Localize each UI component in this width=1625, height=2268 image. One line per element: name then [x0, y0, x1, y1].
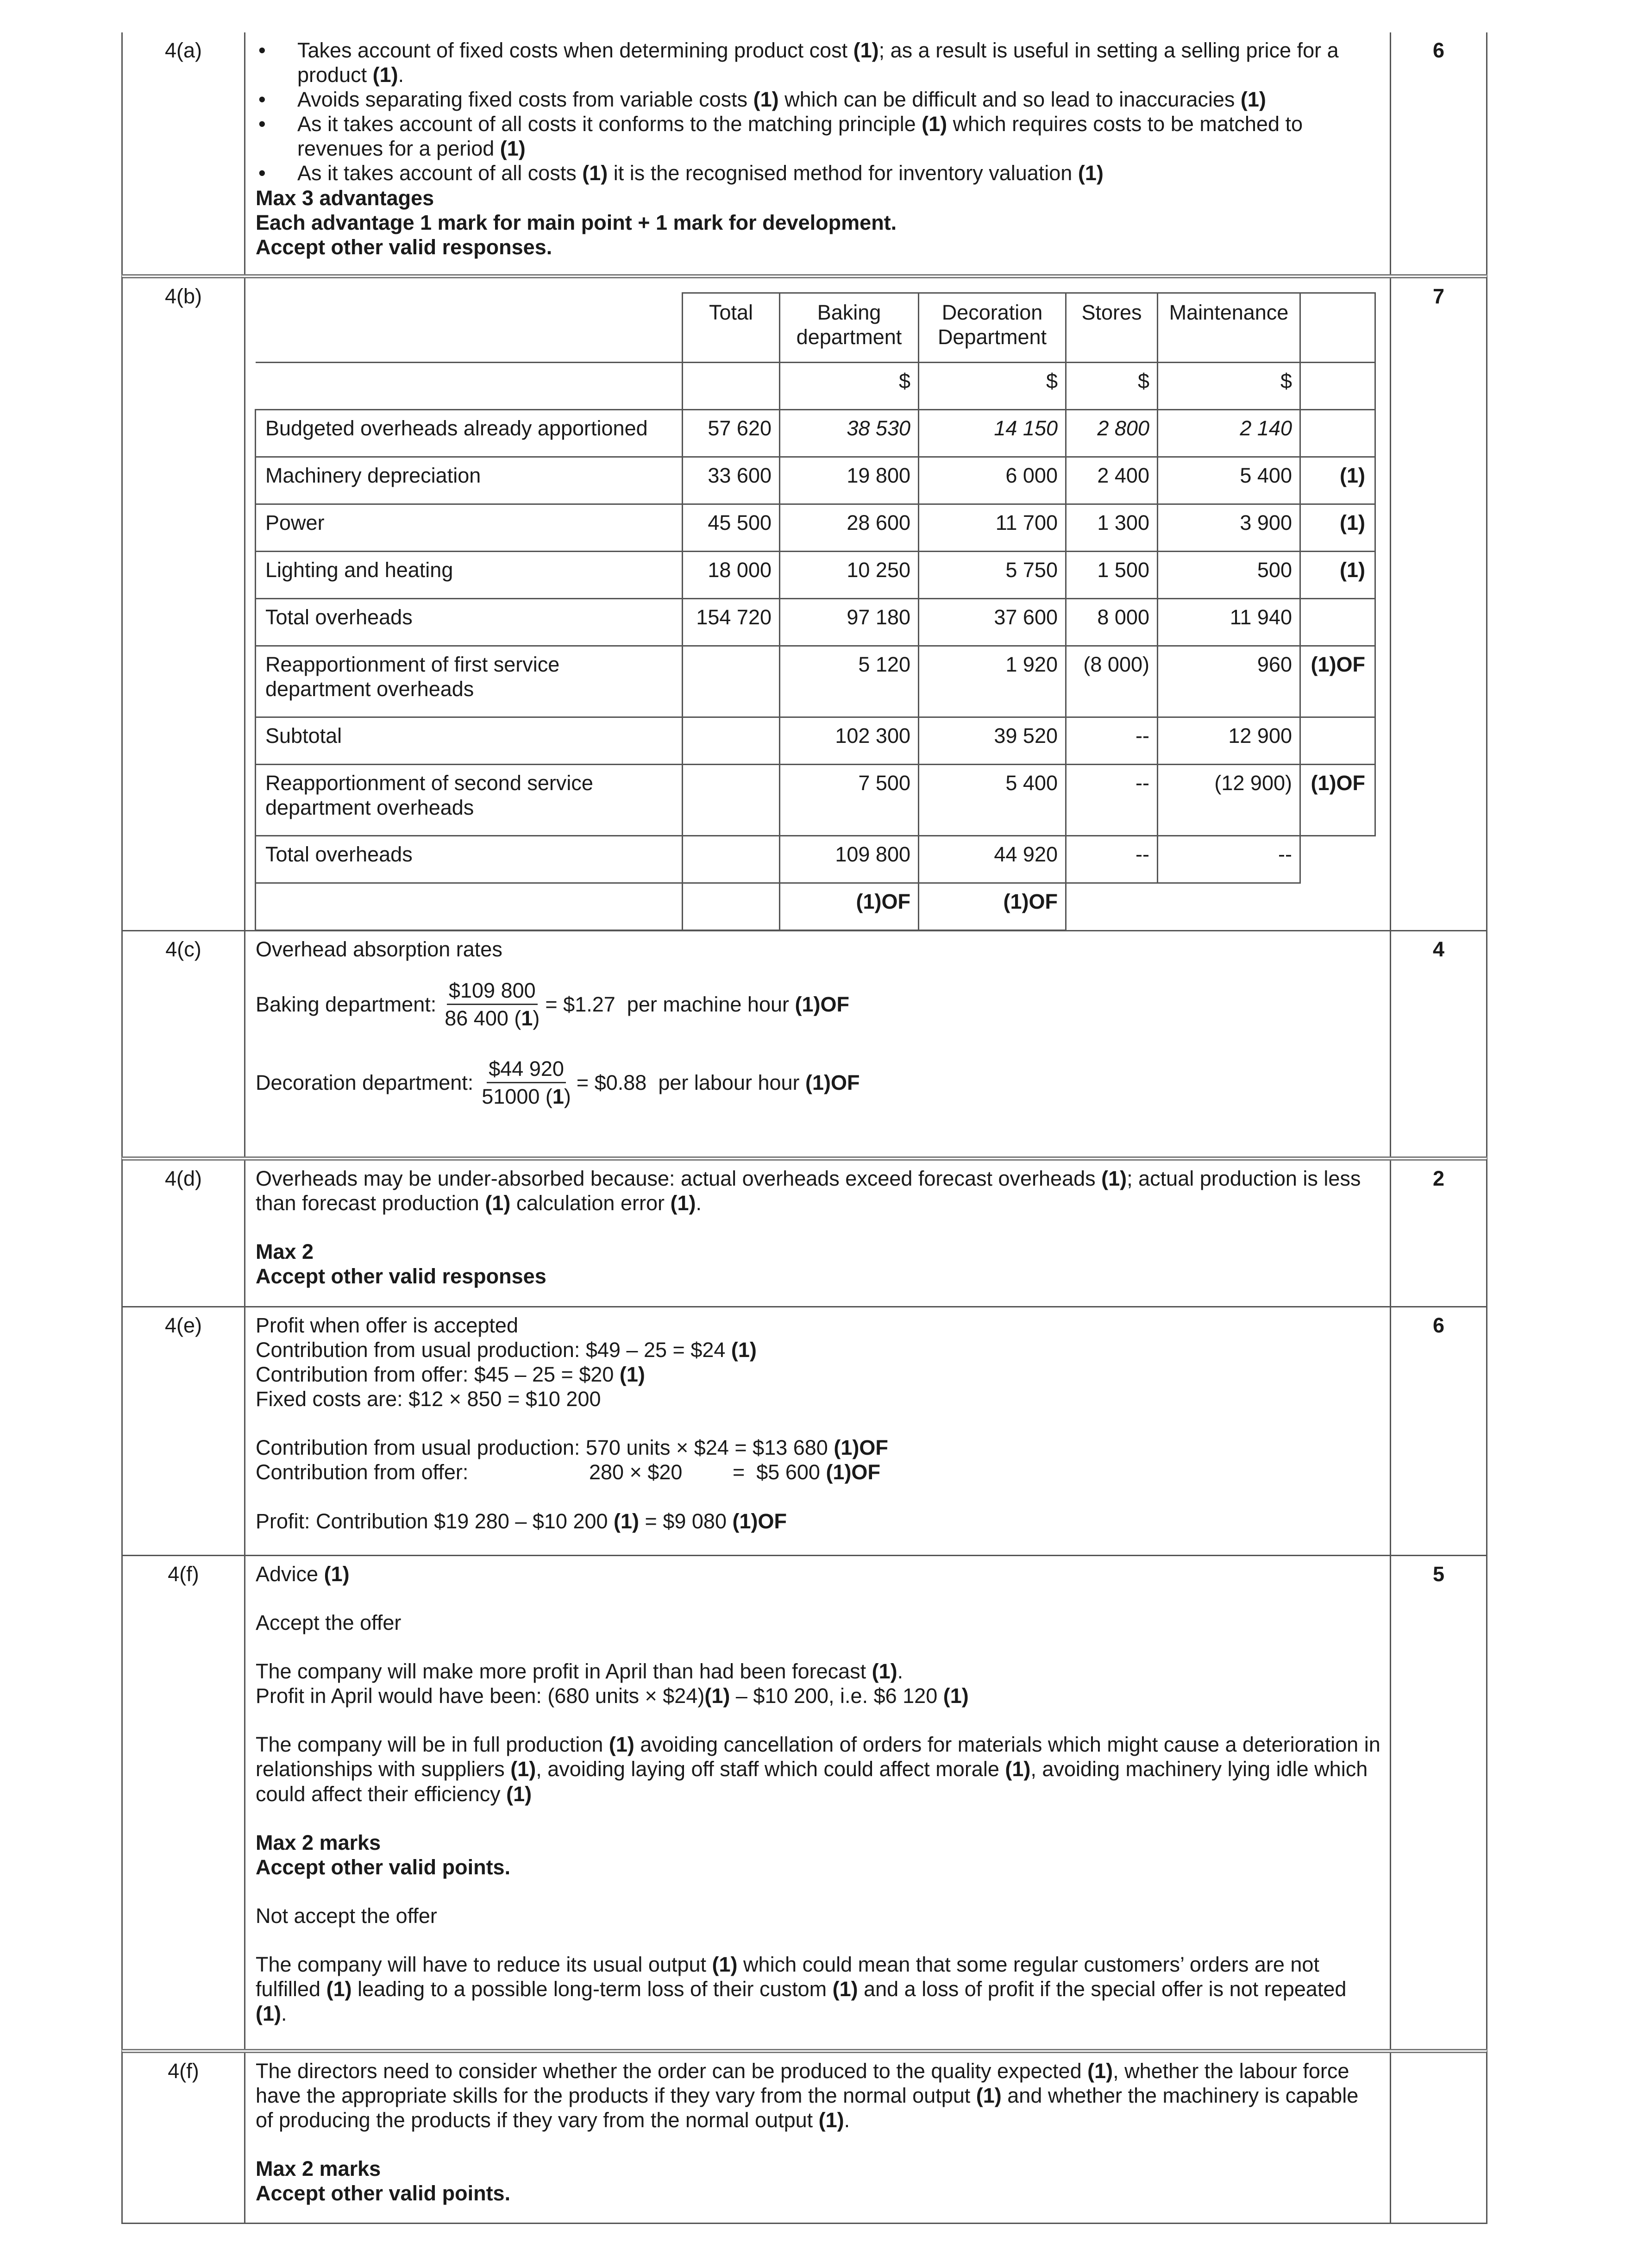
answer-text: The directors need to consider whether the order can be produced to the quality expected (1), whether the labour force have the appropriate skills for the products if they vary from the normal output (1) and whether the machinery is capable of producing the products if they vary from the normal output (1).	[256, 2059, 1359, 2132]
answer-cell	[245, 1556, 1391, 2049]
marks-value: 6	[1432, 1313, 1445, 1337]
denominator: 51000 (1)	[482, 1085, 571, 1109]
table-cell: 1 500	[1066, 552, 1158, 599]
table-cell: --	[1066, 836, 1158, 883]
column-header: Decoration Department	[919, 293, 1066, 363]
formula-label: Baking department:	[256, 993, 437, 1017]
question-label: 4(b)	[123, 278, 245, 930]
bullet-item: • Takes account of fixed costs when determining product cost (1); as a result is useful in setting a selling price for a product (1).	[256, 38, 1380, 87]
row-label: Power	[256, 504, 683, 552]
table-cell: 500	[1158, 552, 1300, 599]
table-cell: 8 000	[1066, 599, 1158, 646]
marks-value	[1391, 2053, 1486, 2223]
table-cell: 44 920	[919, 836, 1066, 883]
table-cell: 154 720	[683, 599, 780, 646]
table-cell: 39 520	[919, 717, 1066, 765]
answer-line: Contribution from offer: $45 – 25 = $20 (1)	[256, 1363, 645, 1387]
fraction	[480, 1056, 573, 1109]
table-cell: 11 940	[1158, 599, 1300, 646]
answer-cell	[245, 2053, 1391, 2223]
question-label: 4(f)	[123, 2053, 245, 2223]
answer-line: Profit: Contribution $19 280 – $10 200 (1) = $9 080 (1)OF	[256, 1509, 787, 1533]
column-header: Total	[683, 293, 780, 363]
table-cell: 7 500	[780, 765, 919, 836]
marks-value: 6	[1432, 38, 1445, 62]
answer-line: Advice (1)	[256, 1562, 350, 1586]
row-mark	[1300, 410, 1375, 457]
answer-line: Profit in April would have been: (680 units × $24)(1) – $10 200, i.e. $6 120 (1)	[256, 1684, 969, 1708]
table-cell: 97 180	[780, 599, 919, 646]
bullet-item: • As it takes account of all costs (1) it is the recognised method for inventory valuation (1)	[256, 161, 1380, 185]
table-cell: 28 600	[780, 504, 919, 552]
question-label: 4(e)	[123, 1307, 245, 1555]
row-mark	[1300, 599, 1375, 646]
marks-value: 2	[1432, 1167, 1445, 1190]
baking-rate-formula	[256, 978, 1380, 1030]
table-cell: 5 400	[1158, 457, 1300, 504]
question-row-4c	[121, 930, 1487, 1156]
mark: (1)OF	[795, 993, 849, 1017]
row-label: Total overheads	[256, 836, 683, 883]
numerator: $109 800	[447, 978, 538, 1005]
table-cell: 2 140	[1158, 410, 1300, 457]
table-cell: 45 500	[683, 504, 780, 552]
formula-label: Decoration department:	[256, 1071, 474, 1095]
row-label: Subtotal	[256, 717, 683, 765]
marks-value: 4	[1432, 937, 1445, 961]
bullet-item: • As it takes account of all costs it conforms to the matching principle (1) which requires costs to be matched to revenues for a period (1)	[256, 112, 1380, 161]
table-cell: --	[1066, 717, 1158, 765]
row-mark: (1)OF	[1300, 765, 1375, 836]
bullet-item: • Avoids separating fixed costs from variable costs (1) which can be difficult and so lead to inaccuracies (1)	[256, 87, 1380, 112]
currency-label: $	[1066, 363, 1158, 410]
table-cell: 109 800	[780, 836, 919, 883]
table-cell: 5 120	[780, 646, 919, 717]
table-row	[256, 504, 1375, 552]
marks-value: 7	[1432, 284, 1445, 308]
row-mark: (1)	[1300, 504, 1375, 552]
row-label: Machinery depreciation	[256, 457, 683, 504]
table-cell: 57 620	[683, 410, 780, 457]
section-heading: Accept the offer	[256, 1611, 402, 1635]
overhead-apportionment-table	[255, 292, 1376, 931]
row-label: Lighting and heating	[256, 552, 683, 599]
marking-note: Max 2 marks	[256, 1830, 381, 1854]
table-cell	[683, 836, 780, 883]
table-cell: 5 750	[919, 552, 1066, 599]
row-mark: (1)OF	[1300, 646, 1375, 717]
question-label: 4(c)	[123, 931, 245, 1156]
answer-cell	[245, 278, 1391, 930]
marking-note: Max 2	[256, 1240, 314, 1264]
currency-label: $	[919, 363, 1066, 410]
table-cell: 37 600	[919, 599, 1066, 646]
table-row	[256, 646, 1375, 717]
table-row	[256, 717, 1375, 765]
question-row-4f	[121, 1555, 1487, 2049]
table-cell: --	[1158, 836, 1300, 883]
question-label: 4(f)	[123, 1556, 245, 2049]
answer-text: Overheads may be under-absorbed because: actual overheads exceed forecast overheads (1); actual production is less than forecast production (1) calculation error (1).	[256, 1167, 1361, 1215]
table-cell: 102 300	[780, 717, 919, 765]
question-label: 4(a)	[123, 32, 245, 274]
answer-line: Contribution from usual production: 570 units × $24 = $13 680 (1)OF	[256, 1436, 888, 1460]
mark: (1)OF	[805, 1071, 860, 1095]
table-cell: 3 900	[1158, 504, 1300, 552]
marking-note: Accept other valid responses	[256, 1264, 546, 1288]
table-cell: 33 600	[683, 457, 780, 504]
question-label: 4(d)	[123, 1161, 245, 1306]
row-mark: (1)	[1300, 457, 1375, 504]
table-cell: 1 300	[1066, 504, 1158, 552]
answer-line: Contribution from offer: 280 × $20 = $5 600 (1)OF	[256, 1460, 880, 1484]
formula-result: = $1.27 per machine hour	[545, 993, 795, 1017]
table-row	[256, 410, 1375, 457]
answer-line: Fixed costs are: $12 × 850 = $10 200	[256, 1387, 601, 1411]
column-header: Maintenance	[1158, 293, 1300, 363]
mark-scheme-page	[121, 32, 1487, 2224]
table-cell	[683, 717, 780, 765]
section-heading: Overhead absorption rates	[256, 937, 502, 961]
advantages-list	[256, 38, 1380, 186]
answer-cell	[245, 1161, 1391, 1306]
answer-cell	[245, 32, 1391, 274]
column-mark: (1)OF	[780, 883, 919, 930]
answer-line: Profit when offer is accepted	[256, 1313, 518, 1337]
table-cell: 38 530	[780, 410, 919, 457]
table-cell: (12 900)	[1158, 765, 1300, 836]
table-cell: 10 250	[780, 552, 919, 599]
table-cell: 2 800	[1066, 410, 1158, 457]
marking-note: Max 2 marks	[256, 2157, 381, 2181]
marking-note: Accept other valid points.	[256, 2181, 511, 2205]
table-row	[256, 765, 1375, 836]
table-cell: 14 150	[919, 410, 1066, 457]
table-cell: 6 000	[919, 457, 1066, 504]
row-mark: (1)	[1300, 552, 1375, 599]
table-row	[256, 599, 1375, 646]
numerator: $44 920	[487, 1056, 566, 1083]
table-row	[256, 457, 1375, 504]
fraction	[443, 978, 541, 1030]
answer-cell	[245, 931, 1391, 1156]
table-cell	[683, 646, 780, 717]
table-row	[256, 883, 1375, 930]
table-cell: 11 700	[919, 504, 1066, 552]
table-cell: 5 400	[919, 765, 1066, 836]
marks-value: 5	[1432, 1562, 1445, 1586]
table-cell: 18 000	[683, 552, 780, 599]
answer-line: Contribution from usual production: $49 – 25 = $24 (1)	[256, 1338, 757, 1362]
column-header: Stores	[1066, 293, 1158, 363]
table-cell: (8 000)	[1066, 646, 1158, 717]
row-label: Budgeted overheads already apportioned	[256, 410, 683, 457]
section-heading: Not accept the offer	[256, 1904, 437, 1928]
row-mark	[1300, 717, 1375, 765]
answer-text: The company will have to reduce its usual output (1) which could mean that some regular customers’ orders are not fulfilled (1) leading to a possible long-term loss of their custom (1) and a loss of profit if the special offer is not repeated (1).	[256, 1952, 1347, 2026]
question-row-4e	[121, 1306, 1487, 1555]
table-cell: 1 920	[919, 646, 1066, 717]
marking-note: Accept other valid points.	[256, 1855, 511, 1879]
question-row-4f-continued	[121, 2049, 1487, 2224]
question-row-4d	[121, 1156, 1487, 1306]
marking-note: Max 3 advantages	[256, 186, 434, 210]
table-cell	[683, 765, 780, 836]
table-cell: 12 900	[1158, 717, 1300, 765]
table-row	[256, 836, 1375, 883]
row-label: Reapportionment of first service department overheads	[256, 646, 683, 717]
decoration-rate-formula	[256, 1056, 1380, 1109]
column-mark: (1)OF	[919, 883, 1066, 930]
column-header: Baking department	[780, 293, 919, 363]
answer-line: The company will make more profit in April than had been forecast (1).	[256, 1659, 903, 1684]
currency-label: $	[780, 363, 919, 410]
formula-result: = $0.88 per labour hour	[576, 1071, 806, 1095]
marking-note: Accept other valid responses.	[256, 235, 552, 259]
answer-text: The company will be in full production (1) avoiding cancellation of orders for materials which might cause a deterioration in relationships with suppliers (1), avoiding laying off staff which could affect morale (1), avoiding machinery lying idle which could affect their efficiency (1)	[256, 1733, 1380, 1806]
denominator: 86 400 (1)	[445, 1006, 540, 1030]
question-row-4b	[121, 274, 1487, 930]
row-label: Total overheads	[256, 599, 683, 646]
currency-label: $	[1158, 363, 1300, 410]
row-label: Reapportionment of second service department overheads	[256, 765, 683, 836]
table-row	[256, 552, 1375, 599]
question-row-4a	[121, 32, 1487, 274]
table-cell: 19 800	[780, 457, 919, 504]
table-cell: 960	[1158, 646, 1300, 717]
table-cell: --	[1066, 765, 1158, 836]
table-cell: 2 400	[1066, 457, 1158, 504]
marking-note: Each advantage 1 mark for main point + 1 mark for development.	[256, 210, 897, 234]
answer-cell	[245, 1307, 1391, 1555]
